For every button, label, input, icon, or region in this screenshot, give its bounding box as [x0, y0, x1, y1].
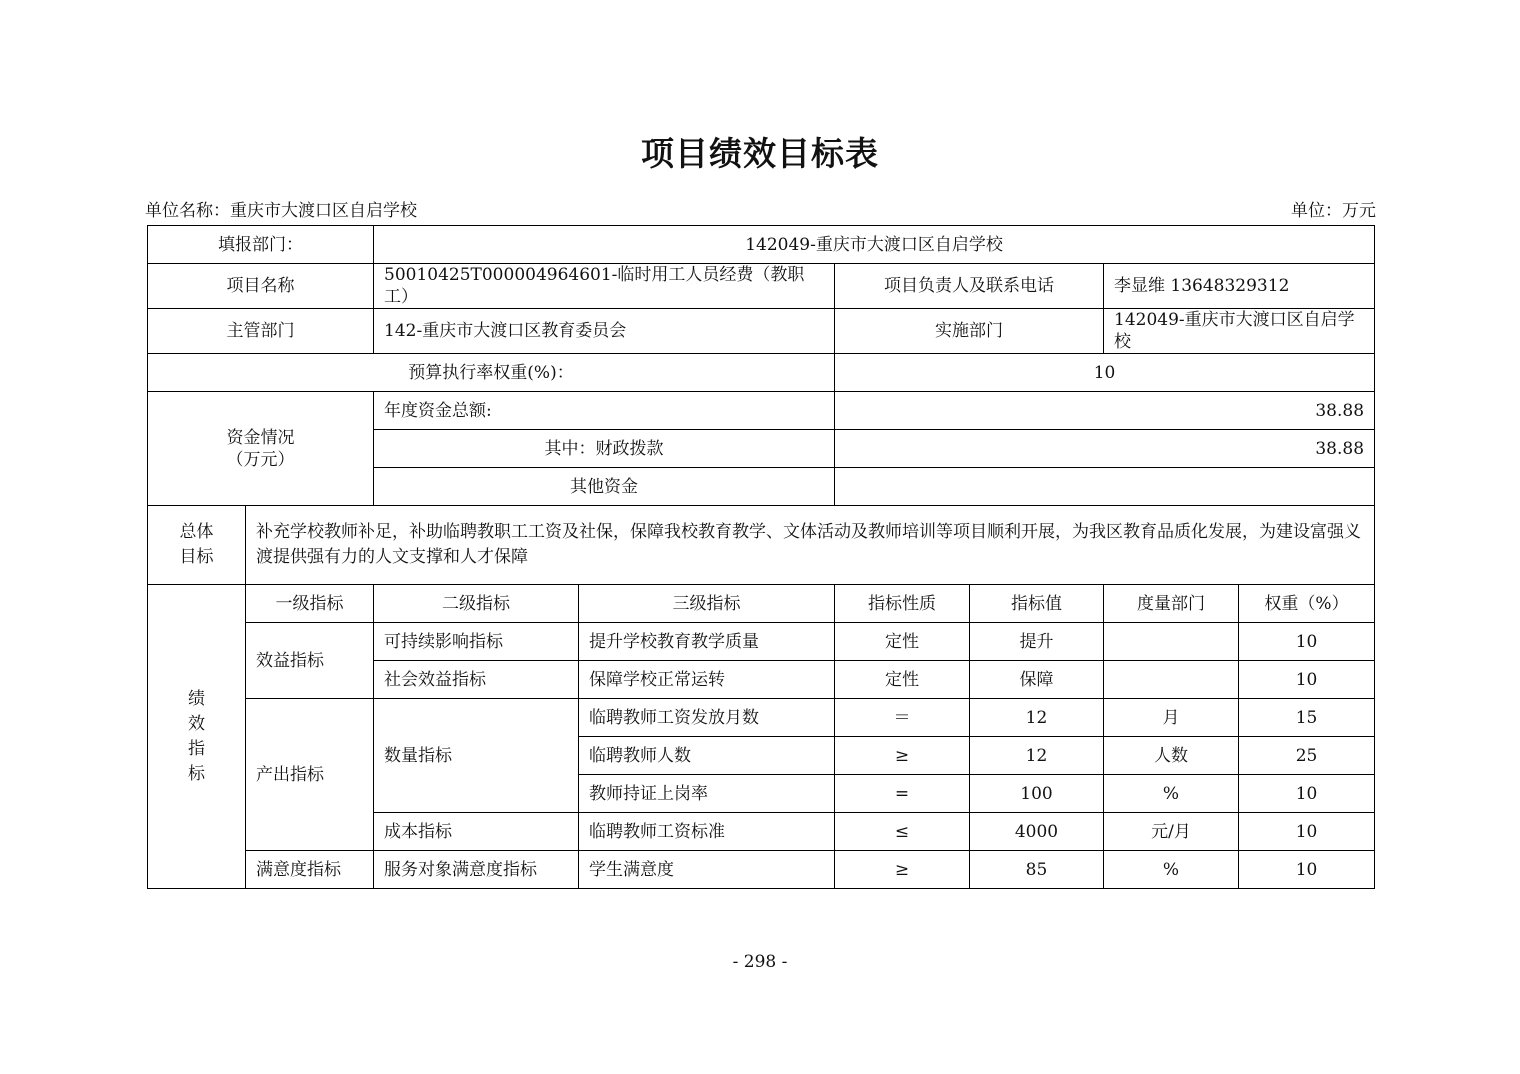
unit-currency [1291, 196, 1376, 221]
fill-dept-value: 142049-重庆市大渡口区自启学校 [374, 226, 1375, 264]
nature-cell: 定性 [835, 623, 970, 661]
table-row [148, 354, 1375, 392]
level3-cell: 保障学校正常运转 [579, 661, 835, 699]
level1-cell: 产出指标 [246, 699, 374, 851]
nature-cell: 定性 [835, 661, 970, 699]
unit-value: 万元 [1342, 201, 1376, 221]
impl-dept-value: 142049-重庆市大渡口区自启学校 [1104, 309, 1375, 354]
project-name-label: 项目名称 [148, 264, 374, 309]
funds-label-line1: 资金情况 [226, 427, 295, 448]
value-cell: 4000 [970, 813, 1104, 851]
level2-cell: 服务对象满意度指标 [374, 851, 579, 889]
unit-cell [1104, 661, 1239, 699]
funds-total-value: 38.88 [835, 392, 1375, 430]
header-level1: 一级指标 [246, 585, 374, 623]
fill-dept-label: 填报部门： [148, 226, 374, 264]
header-nature: 指标性质 [835, 585, 970, 623]
impl-dept-label: 实施部门 [835, 309, 1104, 354]
contact-value: 李显维 13648329312 [1104, 264, 1375, 309]
weight-cell: 25 [1239, 737, 1375, 775]
table-row [148, 226, 1375, 264]
table-row [148, 264, 1375, 309]
header-level2: 二级指标 [374, 585, 579, 623]
unit-cell: % [1104, 775, 1239, 813]
value-cell: 保障 [970, 661, 1104, 699]
weight-cell: 10 [1239, 813, 1375, 851]
goal-label [148, 506, 246, 585]
level2-cell: 数量指标 [374, 699, 579, 813]
funds-other-label: 其他资金 [374, 468, 835, 506]
nature-cell: ≤ [835, 813, 970, 851]
funds-total-label: 年度资金总额: [374, 392, 835, 430]
level3-cell: 临聘教师工资发放月数 [579, 699, 835, 737]
unit-cell [1104, 623, 1239, 661]
performance-table [147, 225, 1375, 889]
indicator-section-char: 效 [188, 713, 205, 734]
value-cell: 85 [970, 851, 1104, 889]
table-row [148, 506, 1375, 585]
contact-label: 项目负责人及联系电话 [835, 264, 1104, 309]
header-level3: 三级指标 [579, 585, 835, 623]
nature-cell: ≥ [835, 851, 970, 889]
project-name-value: 50010425T000004964601-临时用工人员经费（教职工） [374, 264, 835, 309]
level3-cell: 教师持证上岗率 [579, 775, 835, 813]
unit-cell: 月 [1104, 699, 1239, 737]
indicator-section-char: 绩 [188, 688, 205, 709]
budget-rate-value: 10 [835, 354, 1375, 392]
nature-cell: ≥ [835, 737, 970, 775]
funds-label-line2: （万元） [226, 449, 295, 470]
goal-label-line2: 目标 [179, 547, 214, 567]
goal-text: 补充学校教师补足，补助临聘教职工工资及社保，保障我校教育教学、文体活动及教师培训等项目顺利开展，为我区教育品质化发展，为建设富强义渡提供强有力的人文支撑和人才保障 [246, 506, 1375, 585]
value-cell: 12 [970, 737, 1104, 775]
page-number: - 298 - [732, 952, 788, 972]
unit-cell: % [1104, 851, 1239, 889]
header-unit: 度量部门 [1104, 585, 1239, 623]
table-row [148, 309, 1375, 354]
indicator-section-char: 标 [188, 763, 205, 784]
level2-cell: 成本指标 [374, 813, 579, 851]
header-value: 指标值 [970, 585, 1104, 623]
level3-cell: 临聘教师人数 [579, 737, 835, 775]
funds-other-value [835, 468, 1375, 506]
unit-name-label: 单位名称： [145, 201, 230, 221]
value-cell: 100 [970, 775, 1104, 813]
weight-cell: 10 [1239, 851, 1375, 889]
table-row [148, 851, 1375, 889]
unit-cell: 元/月 [1104, 813, 1239, 851]
budget-rate-label: 预算执行率权重(%)： [148, 354, 835, 392]
authority-value: 142-重庆市大渡口区教育委员会 [374, 309, 835, 354]
funds-label [148, 392, 374, 506]
table-row [148, 623, 1375, 661]
weight-cell: 10 [1239, 623, 1375, 661]
weight-cell: 10 [1239, 661, 1375, 699]
unit-cell: 人数 [1104, 737, 1239, 775]
nature-cell: ＝ [835, 699, 970, 737]
page-title: 项目绩效目标表 [641, 134, 879, 173]
indicator-section-char: 指 [188, 738, 205, 759]
weight-cell: 10 [1239, 775, 1375, 813]
level3-cell: 提升学校教育教学质量 [579, 623, 835, 661]
unit-name-value: 重庆市大渡口区自启学校 [230, 201, 417, 221]
level2-cell: 可持续影响指标 [374, 623, 579, 661]
indicator-section-label [148, 585, 246, 889]
level3-cell: 临聘教师工资标准 [579, 813, 835, 851]
funds-fiscal-label: 其中：财政拨款 [374, 430, 835, 468]
level3-cell: 学生满意度 [579, 851, 835, 889]
header-weight: 权重（%） [1239, 585, 1375, 623]
indicator-header-row [148, 585, 1375, 623]
weight-cell: 15 [1239, 699, 1375, 737]
level1-cell: 满意度指标 [246, 851, 374, 889]
table-row [148, 392, 1375, 430]
unit-name [145, 196, 417, 221]
level1-cell: 效益指标 [246, 623, 374, 699]
level2-cell: 社会效益指标 [374, 661, 579, 699]
unit-label: 单位： [1291, 201, 1342, 221]
goal-label-line1: 总体 [179, 522, 214, 542]
unit-row [145, 196, 1376, 220]
authority-label: 主管部门 [148, 309, 374, 354]
table-row [148, 699, 1375, 737]
value-cell: 提升 [970, 623, 1104, 661]
value-cell: 12 [970, 699, 1104, 737]
nature-cell: = [835, 775, 970, 813]
funds-fiscal-value: 38.88 [835, 430, 1375, 468]
